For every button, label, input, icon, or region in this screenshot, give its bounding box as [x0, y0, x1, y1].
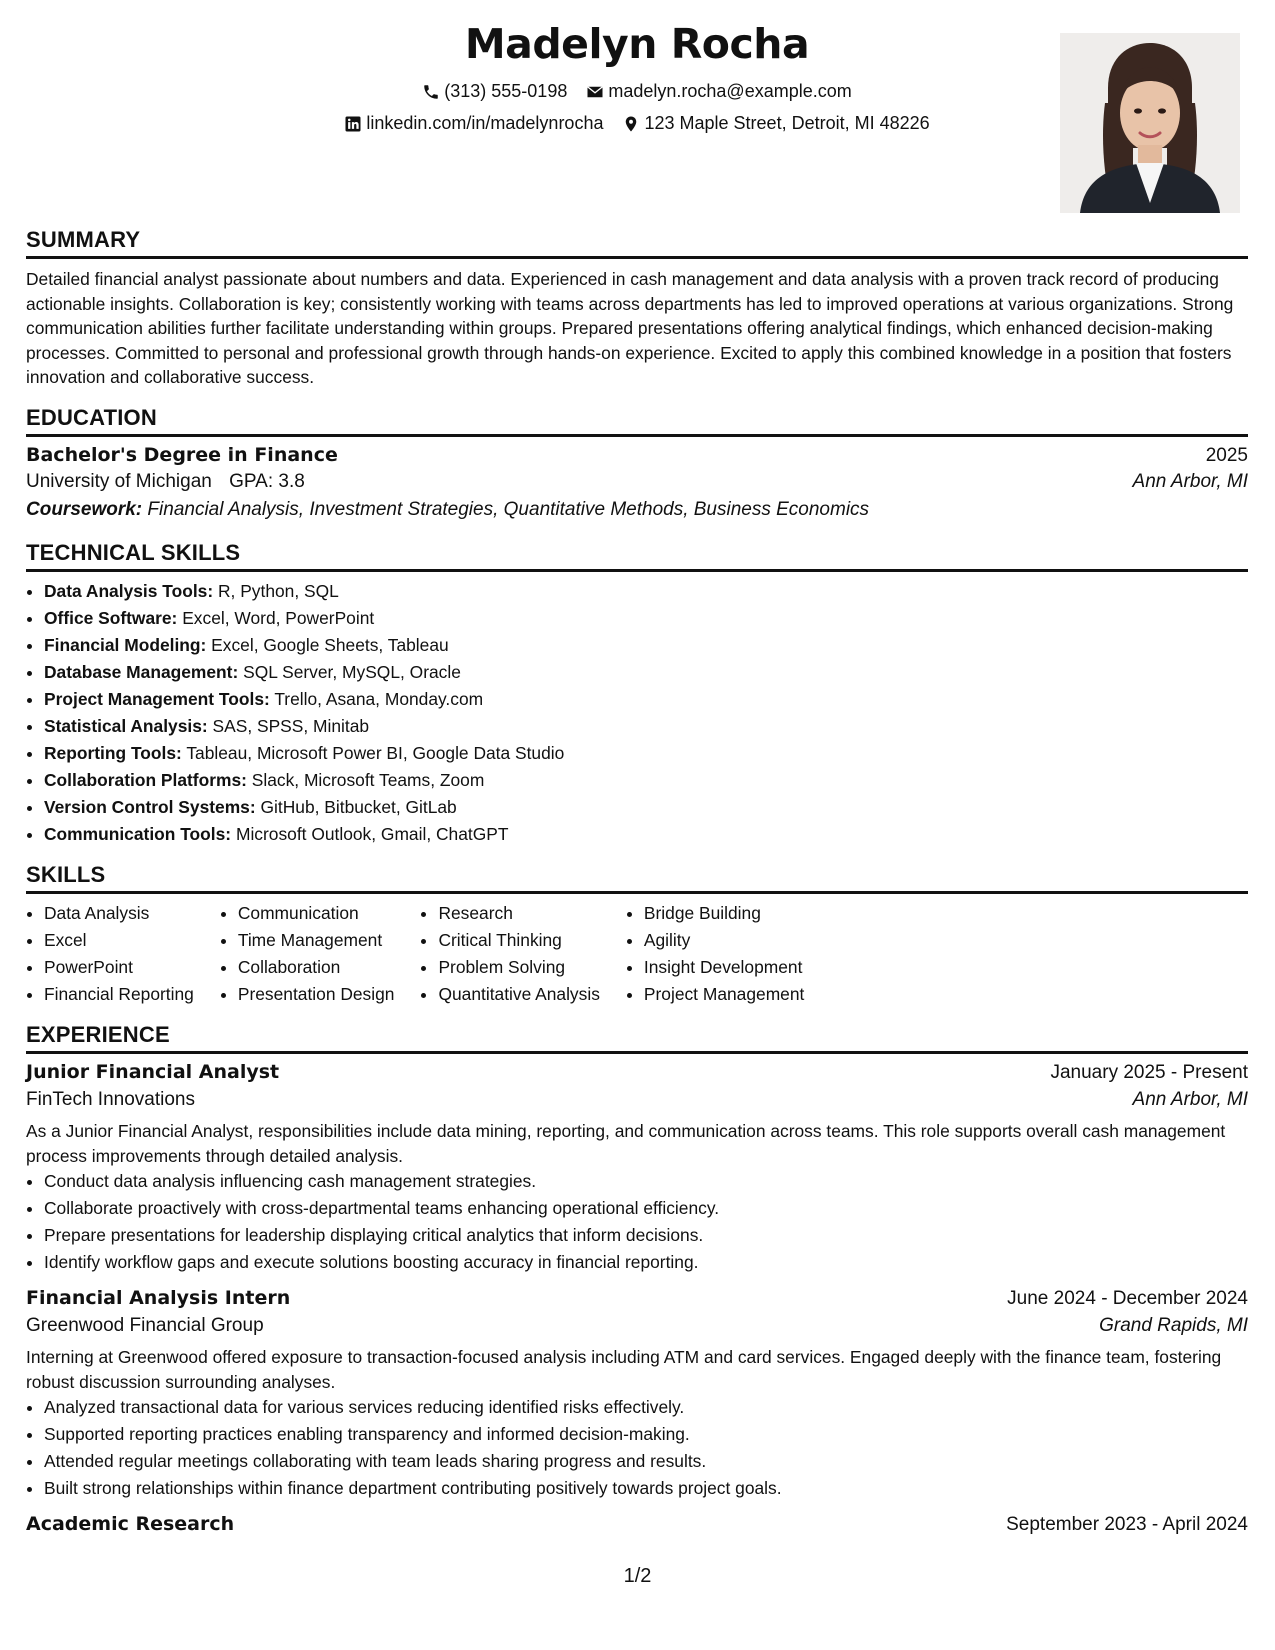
skills-heading: SKILLS — [26, 862, 1248, 894]
job-company: FinTech Innovations — [26, 1088, 195, 1110]
list-item: • Data Analysis Tools: R, Python, SQL — [44, 578, 1248, 605]
list-item: • Identify workflow gaps and execute solutions boosting accuracy in financial reporting. — [44, 1249, 1248, 1276]
list-item: • Excel — [44, 927, 194, 954]
list-item: • Critical Thinking — [438, 927, 599, 954]
job-description: As a Junior Financial Analyst, responsibilities include data mining, reporting, and communication across teams. This role supports overall cash management process improvements through detailed analysis. — [26, 1120, 1226, 1166]
list-item: • Version Control Systems: GitHub, Bitbucket, GitLab — [44, 794, 1248, 821]
job-entry-partial — [26, 1513, 1248, 1536]
candidate-name: Madelyn Rocha — [464, 20, 810, 68]
education-heading: EDUCATION — [26, 405, 1248, 437]
list-item: • Problem Solving — [438, 954, 599, 981]
list-item: • Statistical Analysis: SAS, SPSS, Minitab — [44, 713, 1248, 740]
job-entry — [26, 1287, 1248, 1502]
list-item: • Time Management — [238, 927, 395, 954]
page-number: 1/2 — [623, 1565, 652, 1587]
summary-section — [26, 227, 1248, 390]
address-text: 123 Maple Street, Detroit, MI 48226 — [644, 113, 930, 133]
list-item: • Quantitative Analysis — [438, 981, 599, 1008]
envelope-icon — [586, 83, 604, 101]
job-location: Grand Rapids, MI — [1099, 1315, 1248, 1337]
list-item: • Data Analysis — [44, 900, 194, 927]
list-item: • Office Software: Excel, Word, PowerPoint — [44, 605, 1248, 632]
coursework — [26, 499, 1248, 521]
technical-skills-section — [26, 540, 1248, 848]
education-row-2 — [26, 471, 1248, 493]
job-dates: September 2023 - April 2024 — [1006, 1514, 1248, 1536]
list-item: • Prepare presentations for leadership displaying critical analytics that inform decisions. — [44, 1222, 1248, 1249]
skills-grid — [26, 900, 1248, 1008]
resume-header — [26, 0, 1248, 215]
list-item: • Project Management Tools: Trello, Asana, Monday.com — [44, 686, 1248, 713]
contact-linkedin[interactable] — [344, 113, 603, 134]
contact-address — [622, 113, 929, 134]
map-pin-icon — [622, 115, 640, 133]
list-item: • Supported reporting practices enabling transparency and informed decision-making. — [44, 1421, 1248, 1448]
list-item: • Built strong relationships within finance department contributing positively towards project goals. — [44, 1475, 1248, 1502]
experience-section — [26, 1022, 1248, 1536]
skills-column-3 — [420, 900, 599, 1008]
linkedin-icon — [344, 115, 362, 133]
contact-email[interactable] — [586, 81, 851, 102]
job-bullets — [26, 1394, 1248, 1502]
list-item: • Bridge Building — [644, 900, 804, 927]
job-dates: June 2024 - December 2024 — [1007, 1288, 1248, 1310]
list-item: • Research — [438, 900, 599, 927]
list-item: • Financial Modeling: Excel, Google Sheets, Tableau — [44, 632, 1248, 659]
linkedin-text[interactable]: linkedin.com/in/madelynrocha — [366, 113, 604, 133]
gpa: GPA: 3.8 — [229, 470, 305, 492]
resume-page — [26, 0, 1248, 1650]
list-item: • Reporting Tools: Tableau, Microsoft Power BI, Google Data Studio — [44, 740, 1248, 767]
list-item: • Agility — [644, 927, 804, 954]
list-item: • Financial Reporting — [44, 981, 194, 1008]
school-name: University of Michigan — [26, 470, 212, 492]
skills-column-1 — [26, 900, 194, 1008]
coursework-list: Financial Analysis, Investment Strategies, Quantitative Methods, Business Economics — [147, 498, 870, 520]
list-item: • Presentation Design — [238, 981, 395, 1008]
coursework-label: Coursework: — [26, 498, 143, 520]
phone-text: (313) 555-0198 — [444, 81, 568, 101]
job-description: Interning at Greenwood offered exposure to transaction-focused analysis including ATM and card services. Engaged deeply with the finance team, fostering robust discussion surrounding analyses. — [26, 1347, 1222, 1392]
list-item: • Collaboration — [238, 954, 395, 981]
phone-icon — [422, 83, 440, 101]
email-text[interactable]: madelyn.rocha@example.com — [608, 81, 852, 101]
list-item: • Database Management: SQL Server, MySQL, Oracle — [44, 659, 1248, 686]
school-location: Ann Arbor, MI — [1132, 470, 1248, 492]
summary-text: Detailed financial analyst passionate about numbers and data. Experienced in cash management and data analysis with a proven track record of producing actionable insights. Collaboration is key; consistently working with teams across departments has led to improved operations at various organizations. Strong communication abilities further facilitate understanding within groups. Prepared presentations offering analytical findings, which enhanced decision-making processes. Committed to personal and professional growth through hands-on experience. Excited to apply this combined knowledge in a position that fosters innovation and collaborative success. — [26, 269, 1234, 388]
list-item: • Collaborate proactively with cross-departmental teams enhancing operational efficiency. — [44, 1195, 1248, 1222]
education-row-1 — [26, 444, 1248, 467]
profile-photo — [1060, 33, 1240, 213]
graduation-year: 2025 — [1205, 444, 1248, 466]
list-item: • Conduct data analysis influencing cash management strategies. — [44, 1168, 1248, 1195]
list-item: • Communication — [238, 900, 395, 927]
skills-column-2 — [220, 900, 395, 1008]
skills-column-4 — [626, 900, 804, 1008]
skills-section — [26, 862, 1248, 1008]
job-location: Ann Arbor, MI — [1132, 1088, 1248, 1110]
job-title: Financial Analysis Intern — [26, 1287, 291, 1310]
education-section — [26, 405, 1248, 521]
list-item: • Collaboration Platforms: Slack, Microsoft Teams, Zoom — [44, 767, 1248, 794]
list-item: • Insight Development — [644, 954, 804, 981]
job-title: Junior Financial Analyst — [26, 1060, 280, 1083]
contact-phone — [422, 81, 567, 102]
job-bullets — [26, 1168, 1248, 1276]
list-item: • PowerPoint — [44, 954, 194, 981]
job-dates: January 2025 - Present — [1050, 1061, 1248, 1083]
technical-skills-list — [26, 578, 1248, 848]
list-item: • Analyzed transactional data for various services reducing identified risks effectively. — [44, 1394, 1248, 1421]
technical-skills-heading: TECHNICAL SKILLS — [26, 540, 1248, 572]
list-item: • Attended regular meetings collaborating with team leads sharing progress and results. — [44, 1448, 1248, 1475]
job-title: Academic Research — [26, 1513, 235, 1536]
list-item: • Communication Tools: Microsoft Outlook, Gmail, ChatGPT — [44, 821, 1248, 848]
job-entry — [26, 1061, 1248, 1276]
degree-title: Bachelor's Degree in Finance — [26, 443, 338, 466]
school-info — [26, 471, 305, 493]
job-company: Greenwood Financial Group — [26, 1315, 264, 1337]
summary-heading: SUMMARY — [26, 227, 1248, 259]
list-item: • Project Management — [644, 981, 804, 1008]
experience-heading: EXPERIENCE — [26, 1022, 1248, 1054]
